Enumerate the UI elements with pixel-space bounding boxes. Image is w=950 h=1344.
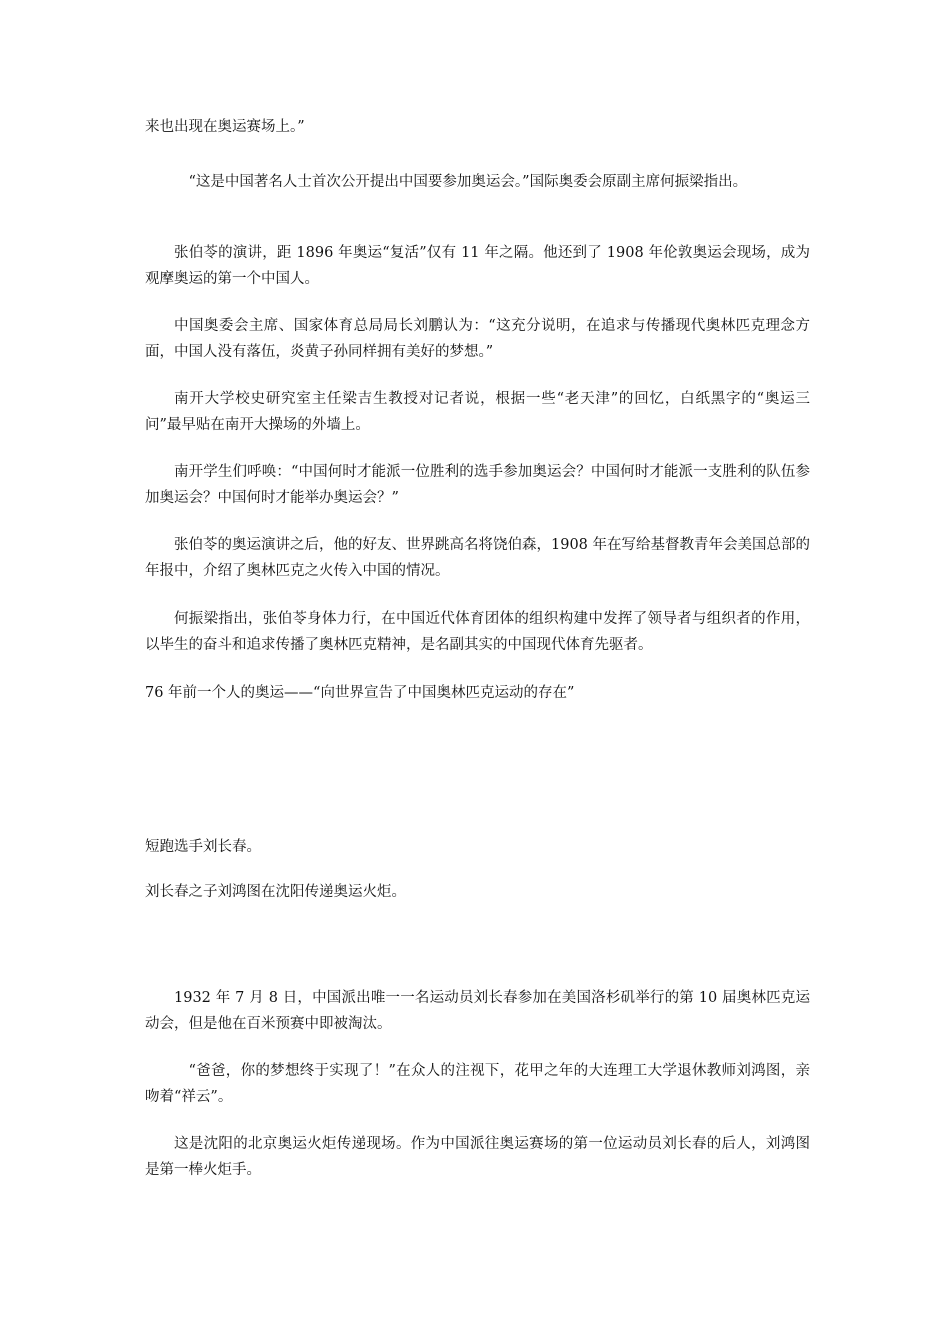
paragraph-nankai-students: 南开学生们呼唤：“中国何时才能派一位胜利的选手参加奥运会？中国何时才能派一支胜利的队伍参加奥运会？中国何时才能举办奥运会？” — [145, 464, 810, 506]
paragraph-zhang-speech: 张伯苓的演讲，距 1896 年奥运“复活”仅有 11 年之隔。他还到了 1908 年伦敦奥运会现场，成为观摩奥运的第一个中国人。 — [145, 245, 810, 287]
paragraph-1932-games: 1932 年 7 月 8 日，中国派出唯一一名运动员刘长春参加在美国洛杉矶举行的第 10 届奥林匹克运动会，但是他在百米预赛中即被淘汰。 — [145, 990, 810, 1032]
paragraph-torch-relay: 这是沈阳的北京奥运火炬传递现场。作为中国派往奥运赛场的第一位运动员刘长春的后人，刘鸿图是第一棒火炬手。 — [145, 1136, 810, 1178]
section-heading: 76 年前一个人的奥运——“向世界宣告了中国奥林匹克运动的存在” — [145, 685, 575, 701]
paragraph-pioneer: 何振梁指出，张伯苓身体力行，在中国近代体育团体的组织构建中发挥了领导者与组织者的作用，以毕生的奋斗和追求传播了奥林匹克精神，是名副其实的中国现代体育先驱者。 — [145, 611, 810, 653]
paragraph-liang-jisheng: 南开大学校史研究室主任梁吉生教授对记者说，根据一些“老天津”的回忆，白纸黑字的“奥运三问”最早贴在南开大操场的外墙上。 — [145, 391, 810, 433]
caption-liu-hongtu: 刘长春之子刘鸿图在沈阳传递奥运火炬。 — [145, 884, 406, 900]
paragraph-liu-peng: 中国奥委会主席、国家体育总局局长刘鹏认为：“这充分说明，在追求与传播现代奥林匹克理念方面，中国人没有落伍，炎黄子孙同样拥有美好的梦想。” — [145, 318, 810, 360]
paragraph-robertson: 张伯苓的奥运演讲之后，他的好友、世界跳高名将饶伯森，1908 年在写给基督教青年会美国总部的年报中，介绍了奥林匹克之火传入中国的情况。 — [145, 537, 811, 579]
paragraph-dad-dream: “爸爸，你的梦想终于实现了！”在众人的注视下，花甲之年的大连理工大学退休教师刘鸿图，亲吻着“祥云”。 — [145, 1063, 810, 1105]
paragraph-continuation: 来也出现在奥运赛场上。” — [145, 119, 305, 135]
caption-liu-changchun: 短跑选手刘长春。 — [145, 839, 261, 855]
paragraph-he-quote: “这是中国著名人士首次公开提出中国要参加奥运会。”国际奥委会原副主席何振梁指出。 — [188, 174, 748, 190]
